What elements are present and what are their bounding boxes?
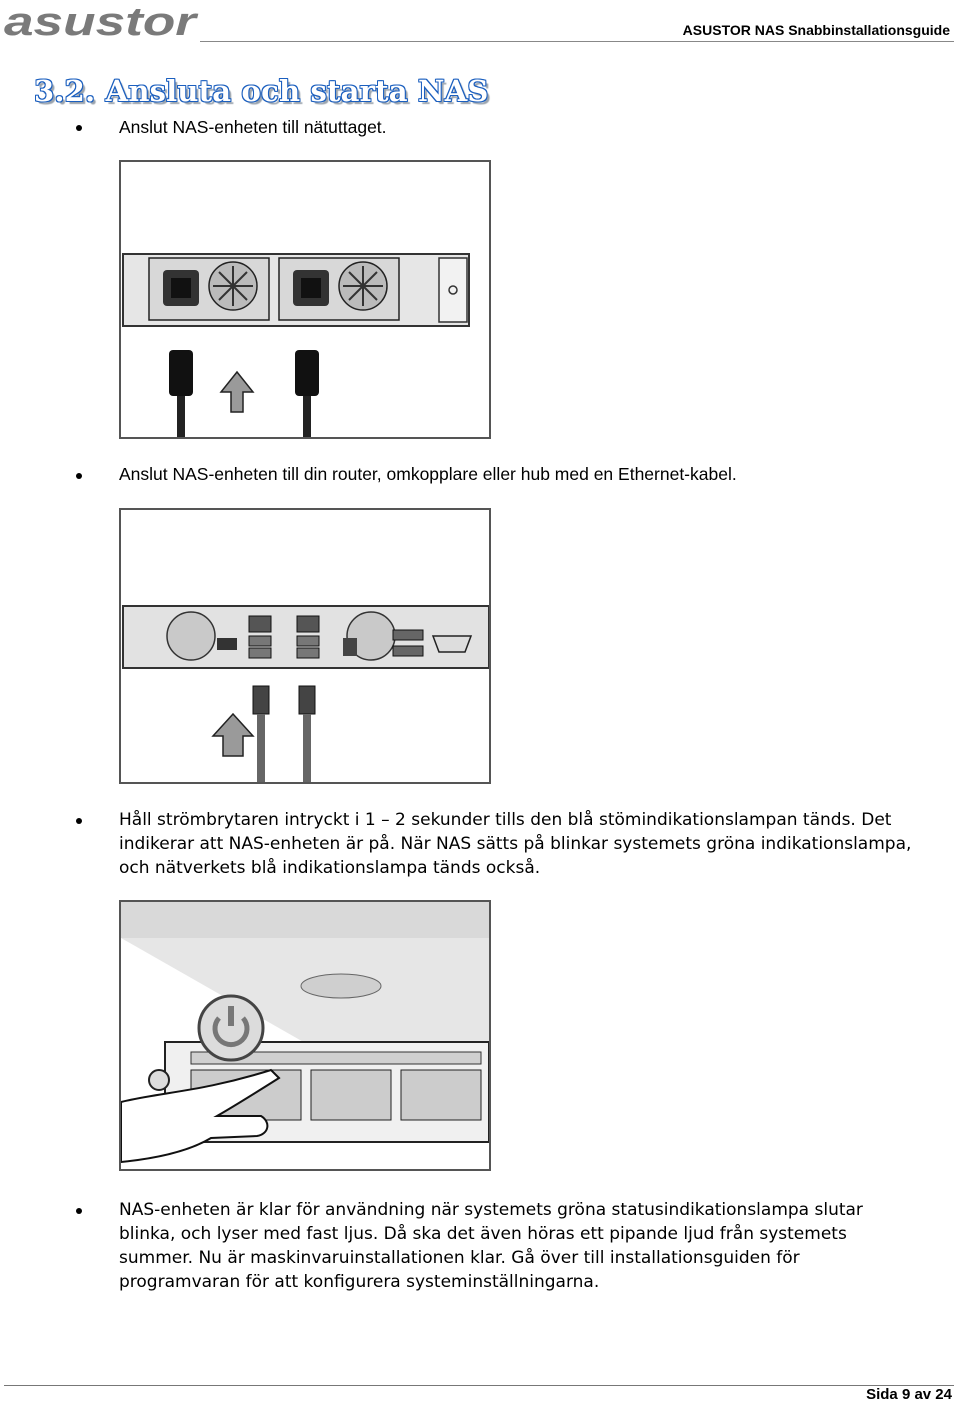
page-number: Sida 9 av 24	[866, 1386, 952, 1403]
bullet-text: Anslut NAS-enheten till nätuttaget.	[119, 117, 387, 137]
bullet-text: NAS-enheten är klar för användning när systemets gröna statusindikationslampa slutar blinka, och lyser med fast ljus. Då ska det även höras ett pipande ljud från systemets summer. Nu är maskinvaruinstallationen klar. Gå över till installationsguiden för programvaran för att konfigurera systeminställningarna.	[119, 1200, 863, 1292]
header-divider	[200, 41, 954, 42]
section-title: 3.2. Ansluta och starta NAS	[34, 74, 489, 108]
bullet-dot	[76, 473, 82, 479]
bullet-dot	[76, 1208, 82, 1214]
power-button-figure	[119, 900, 491, 1171]
bullet-dot	[76, 818, 82, 824]
power-cable-illustration	[121, 162, 489, 437]
power-cable-figure	[119, 160, 491, 439]
document-title: ASUSTOR NAS Snabbinstallationsguide	[682, 22, 950, 38]
bullet-text: Anslut NAS-enheten till din router, omkopplare eller hub med en Ethernet-kabel.	[119, 464, 737, 484]
page-header	[0, 0, 960, 44]
bullet-text: Håll strömbrytaren intryckt i 1 – 2 sekunder tills den blå stömindikationslampan tänds. Det indikerar att NAS-enheten är på. När NAS sätts på blinkar systemets gröna indikationslampa, och nätverkets blå indikationslampa tänds också.	[119, 810, 912, 878]
asustor-logo	[4, 2, 200, 42]
ethernet-cable-illustration	[121, 510, 489, 782]
svg-text:asustor: asustor	[4, 2, 200, 42]
ethernet-cable-figure	[119, 508, 491, 784]
power-button-illustration	[121, 902, 489, 1169]
footer-divider	[4, 1385, 954, 1386]
bullet-dot	[76, 125, 82, 131]
